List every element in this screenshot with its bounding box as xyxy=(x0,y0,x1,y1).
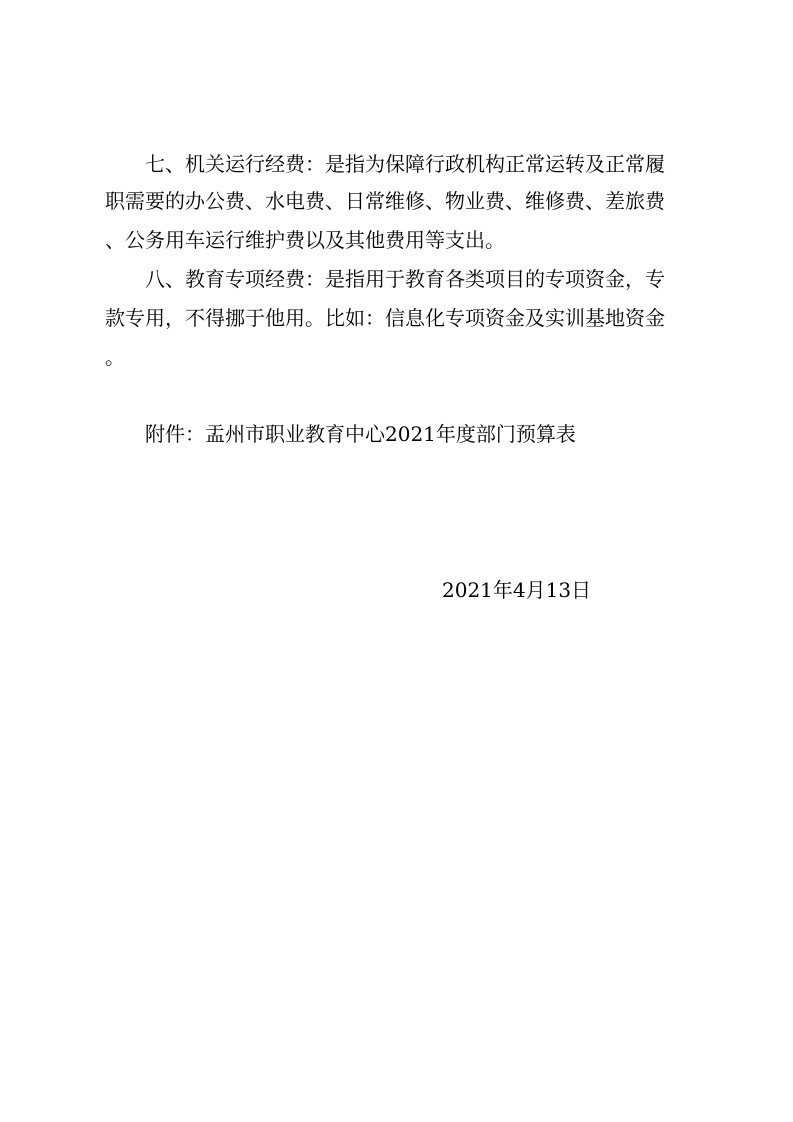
section-8-line-2: 款专用，不得挪于他用。比如：信息化专项资金及实训基地资金 xyxy=(105,306,665,330)
attachment-note: 附件：盂州市职业教育中心2021年度部门预算表 xyxy=(145,422,576,446)
section-8-line-1: 八、教育专项经费：是指用于教育各类项目的专项资金，专 xyxy=(145,267,665,291)
section-8-line-3: 。 xyxy=(105,345,125,369)
document-date: 2021年4月13日 xyxy=(442,578,592,602)
section-7-line-2: 职需要的办公费、水电费、日常维修、物业费、维修费、差旅费 xyxy=(105,189,665,213)
section-7-line-1: 七、机关运行经费：是指为保障行政机构正常运转及正常履 xyxy=(145,152,665,176)
section-7-line-3: 、公务用车运行维护费以及其他费用等支出。 xyxy=(105,228,505,252)
